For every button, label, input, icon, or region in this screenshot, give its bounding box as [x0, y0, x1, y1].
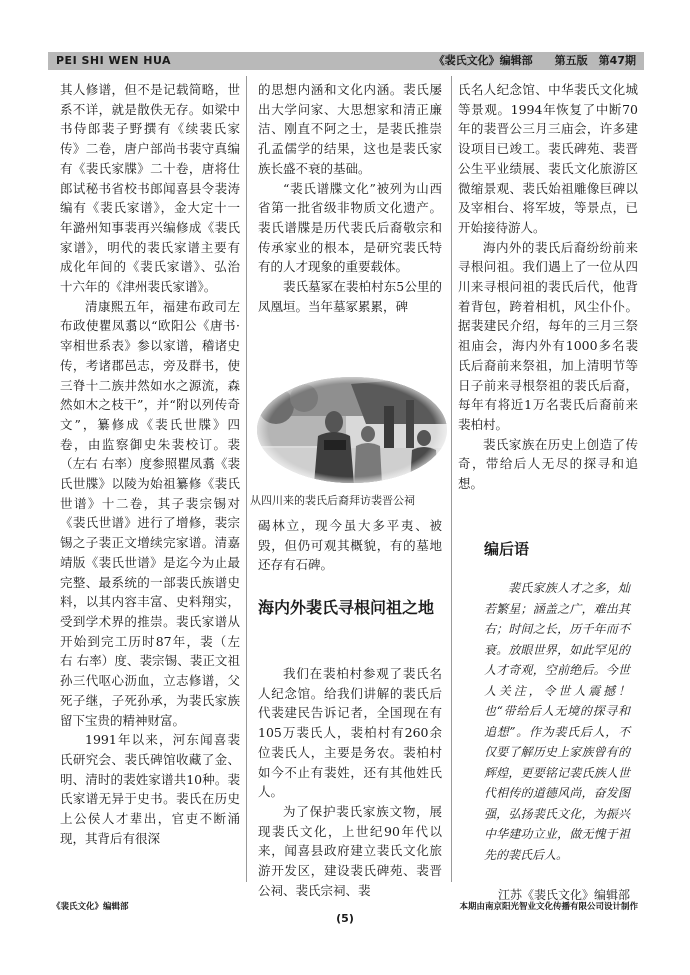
- editorial-title: 编后语: [484, 540, 530, 558]
- column-divider: [451, 76, 452, 882]
- photo-illustration: [256, 376, 448, 484]
- paragraph: 海内外的裴氏后裔纷纷前来寻根问祖。我们遇上了一位从四川来寻根问祖的裴氏后代，他背着背包，跨着相机，风尘仆仆。据裴建民介绍，每年的三月三祭祖庙会，海内外有1000多名裴氏后裔前来祭祖，加上清明节等日子前来寻根祭祖的裴氏后裔，每年有将近1万名裴氏后裔前来裴柏村。: [458, 239, 638, 432]
- paragraph: 碣林立，现今虽大多平夷、被毁，但仍可观其概貌，有的墓地还存有石碑。: [258, 518, 442, 573]
- paragraph: 氏名人纪念馆、中华裴氏文化城等景观。1994年恢复了中断70年的裴晋公三月三庙会，许多建设项目已竣工。裴氏碑苑、裴晋公生平业绩展、裴氏文化旅游区微缩景观、裴氏始祖雕像巨碑以及宰相台、将军坡，等景点，已开始接待游人。: [458, 82, 638, 235]
- paragraph: 为了保护裴氏家族文物，展现裴氏文化，上世纪90年代以来，闻喜县政府建立裴氏文化旅游开发区，建设裴氏碑苑、裴晋公祠、裴氏宗祠、裴: [258, 803, 442, 898]
- paragraph: 清康熙五年，福建布政司左布政使瞿凤翥以“欧阳公《唐书·宰相世系表》参以家谱，稽诸史传，考诸郡邑志，旁及群书，使三脊十二族井然如水之源流，森然如木之枝干”，并“附以列传奇文”，纂修成《裴氏世牒》四卷，由监察御史朱裴校订。裴（左右 右率）度参照瞿凤翥《裴氏世牒》以陵为始祖纂修《裴氏世谱》十二卷，其子裴宗锡对《裴氏世谱》进行了增修，裴宗锡之子裴正文增续完家谱。清嘉靖版《裴氏世谱》是迄今为止最完整、最系统的一部裴氏族谱史料，以其内容丰富、史料翔实，受到学术界的推崇。裴氏家谱从开始到完工历时87年，裴（左 右 右率）度、裴宗锡、裴正文祖孙三代呕心沥血，立志修谱，父死子继，子死孙承，为裴氏家族留下宝贵的精神财富。: [60, 298, 240, 728]
- header-issue-info: 《裴氏文化》编辑部 第五版 第47期: [433, 54, 636, 67]
- paragraph: 裴氏家族在历史上创造了传奇，带给后人无尽的探寻和追想。: [458, 436, 638, 492]
- paragraph: 裴氏墓冢在裴柏村东5公里的凤凰垣。当年墓冢累累，碑: [258, 279, 442, 314]
- paragraph: 的思想内涵和文化内涵。裴氏屡出大学问家、大思想家和清正廉洁、刚直不阿之士，是裴氏推崇孔孟儒学的结果，这也是裴氏家族长盛不衰的基础。: [258, 82, 442, 176]
- photo-caption: 从四川来的裴氏后裔拜访裴晋公祠: [250, 494, 415, 507]
- editorial-body: [484, 578, 630, 906]
- page-header: [48, 52, 644, 70]
- paragraph: 其人修谱，但不是记载简略，世系不详，就是散佚无存。如梁中书侍郎裴子野撰有《续裴氏家传》二卷，唐户部尚书裴守真编有《裴氏家牒》二十卷，唐将仕郎试秘书省校书郎闻喜县令裴涛编有《裴氏家谱》，金大定十一年潞州知事裴再兴编修成《裴氏家谱》，明代的裴氏家谱主要有成化年间的《裴氏家谱》、弘治十六年的《津州裴氏家谱》。: [60, 82, 240, 295]
- visitors-photo: [256, 376, 448, 484]
- column-3: [458, 80, 638, 494]
- section-title: 海内外裴氏寻根问祖之地: [258, 598, 435, 617]
- column-2-continued: [258, 516, 442, 575]
- paragraph: 我们在裴柏村参观了裴氏名人纪念馆。给我们讲解的裴氏后代裴建民告诉记者，全国现在有105万裴氏人，裴柏村有260余位裴氏人，主要是务农。裴柏村如今不止有裴姓，还有其他姓氏人。: [258, 666, 442, 800]
- page-number: (5): [336, 912, 354, 925]
- paragraph: “裴氏谱牒文化”被列为山西省第一批省级非物质文化遗产。裴氏谱牒是历代裴氏后裔敬宗和传承家业的根本，是研究裴氏特有的人才现象的重要载体。: [258, 180, 442, 275]
- column-2-top: [258, 80, 442, 316]
- paragraph: 1991年以来，河东闻喜裴氏研究会、裴氏碑馆收藏了金、明、清时的裴姓家谱共10种。裴氏家谱无异于史书。裴氏在历史上公侯人才辈出，官吏不断涌现，其背后有很深: [60, 732, 240, 846]
- editorial-signature: 江苏《裴氏文化》编辑部: [497, 888, 630, 902]
- footer-right: 本期由南京阳光智业文化传播有限公司设计制作: [459, 902, 638, 912]
- column-2-section: [258, 664, 442, 900]
- editorial-text: 裴氏家族人才之多，灿若繁星；涵盖之广，难出其右；时间之长，历千年而不衰。放眼世界，如此罕见的人才奇观，空前绝后。今世人关注，令世人震撼！也“带给后人无境的探寻和追想”。作为裴氏后人，不仅要了解历史上家族曾有的辉煌，更要铭记裴氏族人世代相传的道德风尚，奋发图强，弘扬裴氏文化，为振兴中华建功立业，做无愧于祖先的裴氏后人。: [484, 581, 630, 862]
- footer-left: 《裴氏文化》编辑部: [52, 902, 129, 912]
- column-1: [60, 80, 240, 848]
- column-divider: [246, 76, 247, 882]
- header-title: PEI SHI WEN HUA: [56, 54, 172, 67]
